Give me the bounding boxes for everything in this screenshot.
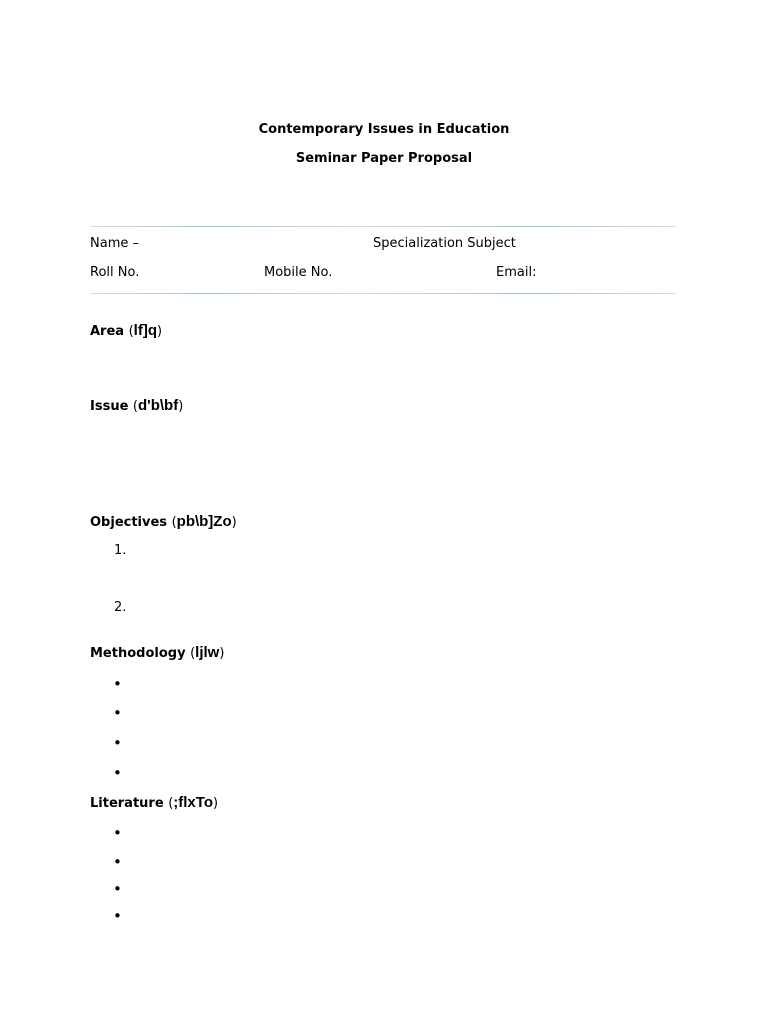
close-paren: ) [157,324,163,339]
literature-bullet: • [113,907,122,925]
area-label: Area [90,324,125,339]
close-paren: ) [212,796,219,811]
methodology-bullet: • [113,764,122,782]
close-paren: ) [231,515,237,530]
methodology-bullet: • [113,734,122,752]
objective-item: 2. [114,600,127,615]
open-paren: ( [132,399,138,414]
literature-bullet: • [113,880,122,898]
literature-bullet: • [113,824,122,842]
open-paren: ( [190,646,196,661]
specialization-label: Specialization Subject [373,236,516,251]
issue-label: Issue [90,399,129,414]
objectives-label: Objectives [90,515,168,530]
document-subtitle: Seminar Paper Proposal [295,151,473,166]
area-native-label: lf]q [133,322,157,339]
top-divider [90,226,676,227]
literature-label: Literature [90,796,164,811]
issue-native-label: d'b\bf [138,397,179,414]
methodology-heading [90,644,224,661]
methodology-native-label: ljlw [195,644,220,661]
literature-bullet: • [113,853,122,871]
methodology-bullet: • [113,675,122,693]
open-paren: ( [171,515,177,530]
methodology-label: Methodology [90,646,186,661]
objectives-heading [90,513,237,530]
email-label: Email: [496,265,537,280]
literature-native-label: ;flxTo [173,794,213,811]
open-paren: ( [168,796,174,811]
close-paren: ) [178,399,184,414]
open-paren: ( [128,324,134,339]
name-label: Name – [90,236,139,251]
mobile-label: Mobile No. [264,265,333,280]
area-heading [90,322,162,339]
objectives-native-label: pb\b]Zo [176,513,232,530]
issue-heading [90,397,183,414]
roll-label: Roll No. [90,265,140,280]
literature-heading [90,794,218,811]
methodology-bullet: • [113,704,122,722]
objective-item: 1. [114,543,127,558]
close-paren: ) [219,646,225,661]
document-title: Contemporary Issues in Education [258,122,510,137]
bottom-divider [90,293,676,294]
